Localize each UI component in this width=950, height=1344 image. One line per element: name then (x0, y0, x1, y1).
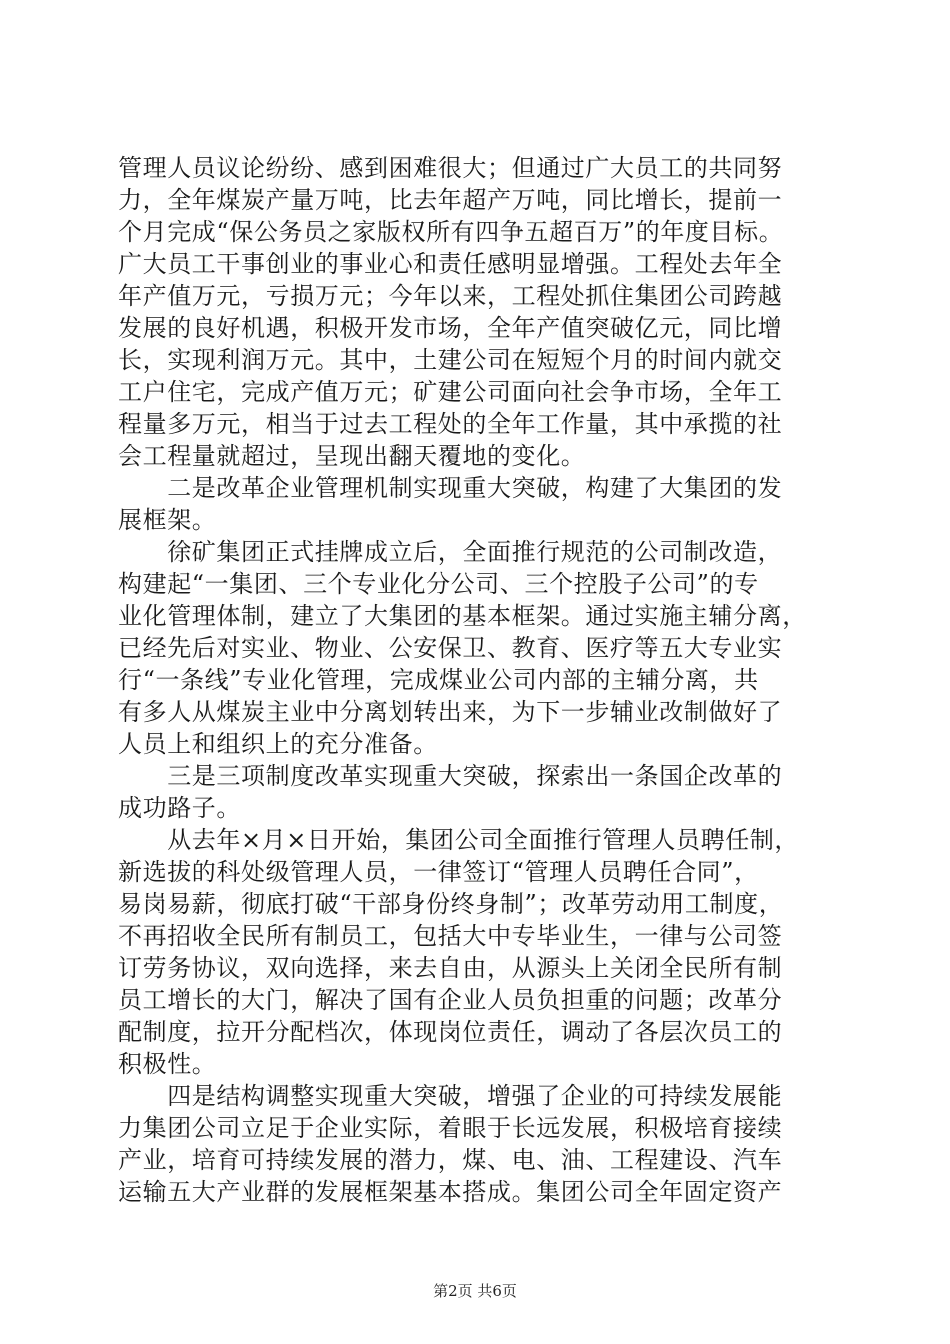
text-line: 人员上和组织上的充分准备。 (118, 730, 438, 758)
page-footer (0, 1281, 950, 1301)
text-line: 运输五大产业群的发展框架基本搭成。集团公司全年固定资产 (118, 1178, 783, 1206)
text-line: 二是改革企业管理机制实现重大突破，构建了大集团的发 (118, 474, 783, 502)
text-line: 会工程量就超过，呈现出翻天覆地的变化。 (118, 442, 586, 470)
text-line: 行“一条线”专业化管理，完成煤业公司内部的主辅分离，共 (118, 666, 759, 694)
text-line: 程量多万元，相当于过去工程处的全年工作量，其中承揽的社 (118, 410, 783, 438)
text-line: 三是三项制度改革实现重大突破，探索出一条国企改革的 (118, 762, 783, 790)
text-line: 发展的良好机遇，积极开发市场，全年产值突破亿元，同比增 (118, 314, 783, 342)
text-line: 力，全年煤炭产量万吨，比去年超产万吨，同比增长，提前一 (118, 186, 783, 214)
text-line: 新选拔的科处级管理人员，一律签订“管理人员聘任合同”， (118, 858, 759, 886)
page-number-label: 第2页 共6页 (433, 1282, 517, 1300)
text-line: 长，实现利润万元。其中，土建公司在短短个月的时间内就交 (118, 346, 783, 374)
text-line: 力集团公司立足于企业实际，着眼于长远发展，积极培育接续 (118, 1114, 783, 1142)
text-line: 员工增长的大门，解决了国有企业人员负担重的问题；改革分 (118, 986, 783, 1014)
text-line: 工户住宅，完成产值万元；矿建公司面向社会争市场，全年工 (118, 378, 783, 406)
text-line: 产业，培育可持续发展的潜力，煤、电、油、工程建设、汽车 (118, 1146, 783, 1174)
text-line: 从去年×月×日开始，集团公司全面推行管理人员聘任制， (118, 826, 800, 854)
text-line: 订劳务协议，双向选择，来去自由，从源头上关闭全民所有制 (118, 954, 783, 982)
text-line: 不再招收全民所有制员工，包括大中专毕业生，一律与公司签 (118, 922, 783, 950)
text-line: 年产值万元，亏损万元；今年以来，工程处抓住集团公司跨越 (118, 282, 783, 310)
text-line: 已经先后对实业、物业、公安保卫、教育、医疗等五大专业实 (118, 634, 783, 662)
text-line: 易岗易薪，彻底打破“干部身份终身制”；改革劳动用工制度， (118, 890, 784, 918)
text-line: 管理人员议论纷纷、感到困难很大；但通过广大员工的共同努 (118, 154, 783, 182)
text-line: 业化管理体制，建立了大集团的基本框架。通过实施主辅分离， (118, 602, 807, 630)
text-line: 构建起“一集团、三个专业化分公司、三个控股子公司”的专 (118, 570, 759, 598)
text-line: 展框架。 (118, 506, 217, 534)
text-line: 积极性。 (118, 1050, 217, 1078)
text-line: 徐矿集团正式挂牌成立后，全面推行规范的公司制改造， (118, 538, 783, 566)
text-line: 个月完成“保公务员之家版权所有四争五超百万”的年度目标。 (118, 218, 784, 246)
document-body (118, 152, 838, 1208)
text-line: 有多人从煤炭主业中分离划转出来，为下一步辅业改制做好了 (118, 698, 783, 726)
text-line: 广大员工干事创业的事业心和责任感明显增强。工程处去年全 (118, 250, 783, 278)
text-line: 配制度，拉开分配档次，体现岗位责任，调动了各层次员工的 (118, 1018, 783, 1046)
text-line: 成功路子。 (118, 794, 241, 822)
text-line: 四是结构调整实现重大突破，增强了企业的可持续发展能 (118, 1082, 783, 1110)
